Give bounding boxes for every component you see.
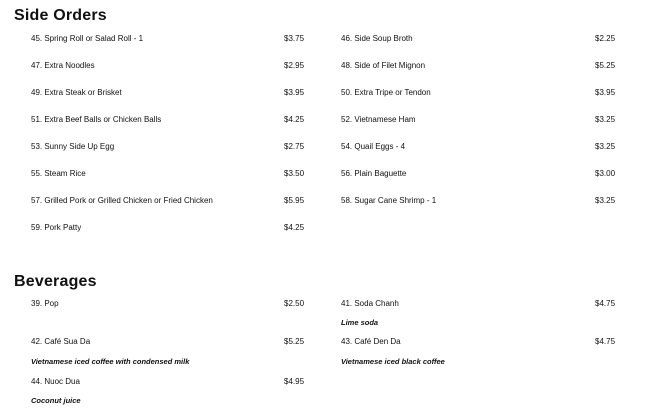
item-name: 47. Extra Noodles bbox=[31, 61, 95, 70]
item-price: $3.95 bbox=[284, 88, 305, 97]
menu-item bbox=[31, 59, 331, 72]
item-name: 58. Sugar Cane Shrimp - 1 bbox=[341, 196, 437, 205]
item-name: 48. Side of Filet Mignon bbox=[341, 61, 426, 70]
section-title-beverages: Beverages bbox=[14, 273, 97, 290]
item-price: $4.25 bbox=[284, 115, 305, 124]
item-name: 51. Extra Beef Balls or Chicken Balls bbox=[31, 115, 162, 124]
menu-item bbox=[341, 194, 641, 207]
section-title-side-orders: Side Orders bbox=[14, 7, 107, 24]
menu-item bbox=[31, 297, 331, 310]
menu-item bbox=[31, 221, 331, 234]
item-price: $3.50 bbox=[284, 169, 305, 178]
menu-item bbox=[31, 32, 331, 45]
item-name: 59. Pork Patty bbox=[31, 223, 82, 232]
item-name: 54. Quail Eggs - 4 bbox=[341, 142, 406, 151]
menu-item bbox=[31, 194, 331, 207]
item-name: 57. Grilled Pork or Grilled Chicken or Fried Chicken bbox=[31, 196, 213, 205]
item-price: $2.25 bbox=[595, 34, 616, 43]
item-price: $5.25 bbox=[284, 337, 305, 346]
item-price: $2.50 bbox=[284, 299, 305, 308]
item-name: 56. Plain Baguette bbox=[341, 169, 407, 178]
beverages-left-column bbox=[31, 297, 331, 414]
beverages-right-column bbox=[341, 297, 641, 377]
menu-item bbox=[341, 86, 641, 99]
side-orders-right-column bbox=[341, 32, 641, 207]
item-name: 41. Soda Chanh bbox=[341, 299, 399, 308]
item-price: $5.25 bbox=[595, 61, 616, 70]
menu-item bbox=[31, 86, 331, 99]
menu-item bbox=[341, 297, 641, 310]
item-price: $4.25 bbox=[284, 223, 305, 232]
item-description: Vietnamese iced black coffee bbox=[341, 357, 445, 366]
item-name: 44. Nuoc Dua bbox=[31, 377, 80, 386]
item-name: 52. Vietnamese Ham bbox=[341, 115, 416, 124]
item-description: Coconut juice bbox=[31, 396, 81, 405]
item-price: $3.00 bbox=[595, 169, 616, 178]
item-price: $3.25 bbox=[595, 196, 616, 205]
side-orders-left-column bbox=[31, 32, 331, 234]
menu-item bbox=[341, 140, 641, 153]
item-name: 46. Side Soup Broth bbox=[341, 34, 413, 43]
item-price: $4.75 bbox=[595, 337, 616, 346]
item-price: $5.95 bbox=[284, 196, 305, 205]
item-price: $3.25 bbox=[595, 115, 616, 124]
menu-item bbox=[31, 113, 331, 126]
item-name: 45. Spring Roll or Salad Roll - 1 bbox=[31, 34, 144, 43]
item-name: 39. Pop bbox=[31, 299, 59, 308]
item-price: $4.75 bbox=[595, 299, 616, 308]
item-name: 50. Extra Tripe or Tendon bbox=[341, 88, 431, 97]
menu-item bbox=[341, 32, 641, 45]
item-price: $3.75 bbox=[284, 34, 305, 43]
item-name: 53. Sunny Side Up Egg bbox=[31, 142, 115, 151]
item-description: Vietnamese iced coffee with condensed milk bbox=[31, 357, 190, 366]
item-description: Lime soda bbox=[341, 318, 379, 327]
menu-item bbox=[31, 375, 331, 388]
item-name: 49. Extra Steak or Brisket bbox=[31, 88, 122, 97]
item-name: 42. Café Sua Da bbox=[31, 337, 91, 346]
menu-item bbox=[341, 113, 641, 126]
menu-item bbox=[341, 167, 641, 180]
item-name: 43. Café Den Da bbox=[341, 337, 401, 346]
item-price: $3.95 bbox=[595, 88, 616, 97]
item-price: $2.75 bbox=[284, 142, 305, 151]
menu-item bbox=[31, 335, 331, 348]
item-name: 55. Steam Rice bbox=[31, 169, 86, 178]
menu-item bbox=[341, 335, 641, 348]
menu-item bbox=[31, 140, 331, 153]
item-price: $3.25 bbox=[595, 142, 616, 151]
item-price: $2.95 bbox=[284, 61, 305, 70]
item-price: $4.95 bbox=[284, 377, 305, 386]
menu-item bbox=[31, 167, 331, 180]
menu-item bbox=[341, 59, 641, 72]
